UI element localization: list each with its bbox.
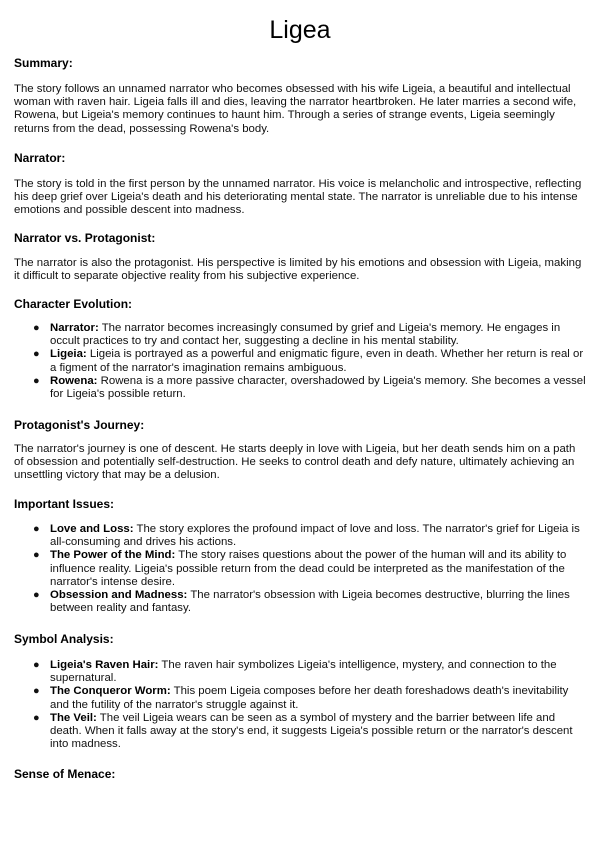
narrator-vs-protagonist-text: The narrator is also the protagonist. His perspective is limited by his emotions and obsession with Ligeia, making it difficult to separate objective reality from his subjective experience. (14, 257, 582, 283)
protagonists-journey-heading: Protagonist's Journey: (14, 418, 145, 432)
narrator-text: The story is told in the first person by the unnamed narrator. His voice is melancholic and introspective, reflecting his deep grief over Ligeia's death and his deteriorating mental state. The narrator is unreliable due to his intense emotions and possible descent into madness. (14, 178, 582, 217)
bullet-icon: ● (33, 685, 40, 698)
list-item-term: The Power of the Mind: (50, 549, 176, 562)
list-item-text: The narrator's obsession with Ligeia becomes destructive, blurring the lines between reality and fantasy. (50, 589, 570, 615)
list-item-term: The Conqueror Worm: (50, 685, 171, 698)
character-evolution-heading: Character Evolution: (14, 297, 133, 311)
list-item (0, 712, 586, 752)
list-item-term: The Veil: (50, 711, 97, 724)
list-item (0, 348, 586, 374)
sense-of-menace-heading: Sense of Menace: (14, 767, 116, 781)
character-evolution-list (0, 322, 600, 401)
list-item (0, 322, 586, 348)
list-item-term: Narrator: (50, 322, 99, 334)
symbol-analysis-list (0, 659, 600, 751)
bullet-icon: ● (33, 711, 40, 724)
page-title: Ligea (269, 16, 331, 44)
list-item (0, 523, 586, 549)
list-item-text: The story explores the profound impact of love and loss. The narrator's grief for Ligeia is all-consuming and drives his actions. (50, 523, 580, 549)
list-item-text: The story raises questions about the power of the human will and its ability to influence reality. Ligeia's possible return from the dead could be interpreted as the manifestation of the narrator's intense desire. (50, 549, 567, 588)
summary-text: The story follows an unnamed narrator who becomes obsessed with his wife Ligeia, a beautiful and intellectual woman with raven hair. Ligeia falls ill and dies, leaving the narrator heartbroken. He later marries a second wife, Rowena, but Ligeia's memory continues to haunt him. Through a series of strange events, Ligeia seemingly returns from the dead, possessing Rowena's body. (14, 83, 577, 135)
list-item (0, 375, 586, 401)
narrator-vs-protagonist-heading: Narrator vs. Protagonist: (14, 231, 156, 245)
bullet-icon: ● (33, 348, 40, 361)
bullet-icon: ● (33, 523, 40, 535)
list-item-text: The raven hair symbolizes Ligeia's intelligence, mystery, and connection to the supernatural. (50, 659, 557, 685)
summary-heading: Summary: (14, 56, 73, 70)
list-item (0, 659, 586, 685)
list-item-text: Rowena is a more passive character, overshadowed by Ligeia's memory. She becomes a vessel for Ligeia's possible return. (50, 374, 586, 401)
list-item-text: This poem Ligeia composes before her death foreshadows death's inevitability and the futility of the narrator's struggle against it. (50, 685, 569, 711)
list-item-term: Obsession and Madness: (50, 589, 188, 602)
important-issues-heading: Important Issues: (14, 497, 115, 511)
list-item-text: The veil Ligeia wears can be seen as a symbol of mystery and the barrier between life and death. When it falls away at the story's end, it suggests Ligeia's possible return or the narrator's descent into madness. (50, 711, 573, 751)
bullet-icon: ● (33, 322, 40, 334)
bullet-icon: ● (33, 589, 40, 602)
list-item-text: Ligeia is portrayed as a powerful and enigmatic figure, even in death. Whether her return is real or a figment of the narrator's imagination remains ambiguous. (50, 348, 584, 374)
list-item-term: Rowena: (50, 374, 98, 387)
narrator-heading: Narrator: (14, 151, 66, 165)
list-item-term: Ligeia: (50, 348, 87, 361)
list-item-text: The narrator becomes increasingly consumed by grief and Ligeia's memory. He engages in occult practices to try and contact her, suggesting a decline in his mental stability. (50, 322, 561, 348)
bullet-icon: ● (33, 374, 40, 387)
bullet-icon: ● (33, 659, 40, 671)
list-item (0, 589, 586, 615)
protagonists-journey-text: The narrator's journey is one of descent. He starts deeply in love with Ligeia, but her death sends him on a path of obsession and potentially self-destruction. He seeks to control death and defy nature, ultimately achieving an unsettling victory that may be a delusion. (14, 443, 576, 482)
important-issues-list (0, 523, 600, 615)
list-item-term: Love and Loss: (50, 523, 134, 535)
list-item (0, 549, 586, 589)
list-item-term: Ligeia's Raven Hair: (50, 659, 159, 671)
list-item (0, 685, 586, 711)
symbol-analysis-heading: Symbol Analysis: (14, 632, 114, 646)
bullet-icon: ● (33, 549, 40, 562)
